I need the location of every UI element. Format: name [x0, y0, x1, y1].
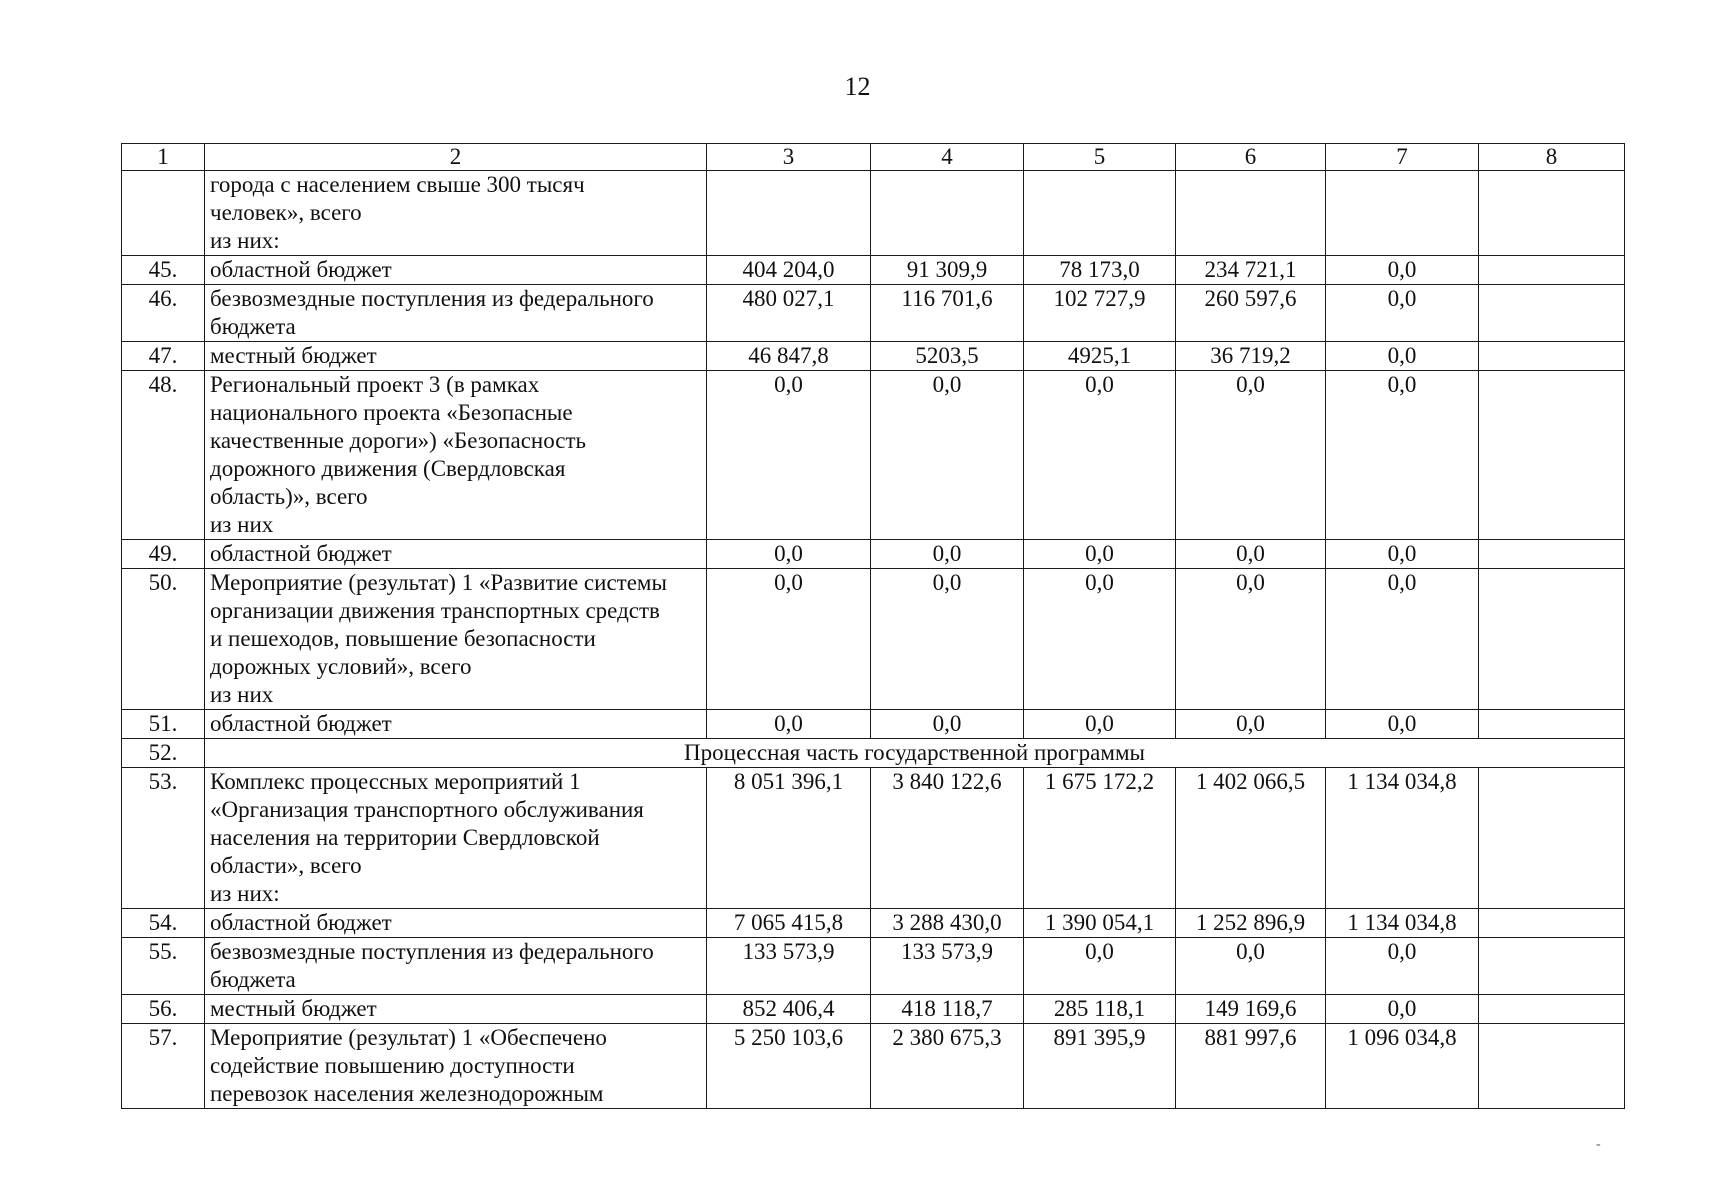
value-cell-8: [1479, 285, 1625, 342]
row-number: 46.: [122, 285, 205, 342]
value-cell-5: 285 118,1: [1024, 995, 1176, 1024]
value-cell-4: [871, 171, 1024, 256]
value-cell-7: 0,0: [1326, 995, 1479, 1024]
table-row: [122, 768, 1625, 909]
row-number: 54.: [122, 909, 205, 938]
value-cell-7: 0,0: [1326, 285, 1479, 342]
row-name-line: дорожных условий», всего: [210, 654, 472, 679]
row-name-line: из них: [210, 512, 274, 537]
table-row: [122, 171, 1625, 256]
value-cell-6: 36 719,2: [1176, 342, 1326, 371]
value-cell-3: 5 250 103,6: [707, 1024, 871, 1109]
header-cell-1: 1: [122, 144, 205, 171]
value-cell-6: 149 169,6: [1176, 995, 1326, 1024]
row-name-line: областной бюджет: [210, 257, 392, 282]
table-row: [122, 256, 1625, 285]
row-name-line: Комплекс процессных мероприятий 1: [210, 769, 581, 794]
value-cell-4: 418 118,7: [871, 995, 1024, 1024]
value-cell-3: 133 573,9: [707, 938, 871, 995]
value-cell-8: [1479, 909, 1625, 938]
corner-dash-mark: -: [1596, 1137, 1601, 1152]
value-cell-6: 0,0: [1176, 938, 1326, 995]
value-cell-6: 0,0: [1176, 569, 1326, 710]
row-name-line: областной бюджет: [210, 541, 392, 566]
value-cell-6: 0,0: [1176, 371, 1326, 540]
row-name-line: из них: [210, 682, 274, 707]
row-name-line: безвозмездные поступления из федерального: [210, 286, 654, 311]
row-name-line: дорожного движения (Свердловская: [210, 456, 566, 481]
row-name-line: области», всего: [210, 853, 362, 878]
row-name-line: города с населением свыше 300 тысяч: [210, 172, 585, 197]
row-number: 52.: [122, 739, 205, 768]
row-name: [205, 938, 707, 995]
row-name: [205, 909, 707, 938]
value-cell-7: 0,0: [1326, 371, 1479, 540]
row-name-line: содействие повышению доступности: [210, 1053, 575, 1078]
header-cell-8: 8: [1479, 144, 1625, 171]
row-name-line: организации движения транспортных средств: [210, 598, 660, 623]
header-cell-5: 5: [1024, 144, 1176, 171]
value-cell-3: 0,0: [707, 371, 871, 540]
header-cell-3: 3: [707, 144, 871, 171]
header-cell-6: 6: [1176, 144, 1326, 171]
header-row: [122, 144, 1625, 171]
value-cell-3: 8 051 396,1: [707, 768, 871, 909]
table-row: [122, 938, 1625, 995]
page-number: 12: [844, 72, 871, 101]
value-cell-4: 3 840 122,6: [871, 768, 1024, 909]
row-name-line: область)», всего: [210, 484, 368, 509]
row-name-line: областной бюджет: [210, 711, 392, 736]
row-number: 47.: [122, 342, 205, 371]
value-cell-8: [1479, 540, 1625, 569]
value-cell-7: 0,0: [1326, 710, 1479, 739]
row-name-line: населения на территории Свердловской: [210, 825, 600, 850]
row-name-line: Мероприятие (результат) 1 «Развитие системы: [210, 570, 667, 595]
table-row: [122, 909, 1625, 938]
row-name: [205, 371, 707, 540]
value-cell-4: 0,0: [871, 710, 1024, 739]
row-name-line: «Организация транспортного обслуживания: [210, 797, 644, 822]
row-name-line: бюджета: [210, 967, 296, 992]
value-cell-3: 46 847,8: [707, 342, 871, 371]
budget-table: [121, 143, 1625, 1109]
table-row: [122, 371, 1625, 540]
row-name-line: человек», всего: [210, 200, 362, 225]
row-number: 56.: [122, 995, 205, 1024]
row-name-line: местный бюджет: [210, 343, 377, 368]
row-name-line: и пешеходов, повышение безопасности: [210, 626, 596, 651]
row-name: [205, 256, 707, 285]
table-row: [122, 995, 1625, 1024]
value-cell-8: [1479, 256, 1625, 285]
header-cell-4: 4: [871, 144, 1024, 171]
value-cell-8: [1479, 995, 1625, 1024]
value-cell-5: 0,0: [1024, 710, 1176, 739]
value-cell-8: [1479, 371, 1625, 540]
value-cell-5: [1024, 171, 1176, 256]
value-cell-8: [1479, 171, 1625, 256]
value-cell-4: 0,0: [871, 371, 1024, 540]
value-cell-8: [1479, 938, 1625, 995]
value-cell-7: 1 134 034,8: [1326, 909, 1479, 938]
value-cell-5: 1 390 054,1: [1024, 909, 1176, 938]
value-cell-4: 3 288 430,0: [871, 909, 1024, 938]
row-name: [205, 285, 707, 342]
row-number: 51.: [122, 710, 205, 739]
value-cell-5: 78 173,0: [1024, 256, 1176, 285]
row-number: 48.: [122, 371, 205, 540]
value-cell-6: [1176, 171, 1326, 256]
value-cell-5: 4925,1: [1024, 342, 1176, 371]
row-name: [205, 710, 707, 739]
value-cell-3: 0,0: [707, 710, 871, 739]
table-row: [122, 342, 1625, 371]
row-name-line: местный бюджет: [210, 996, 377, 1021]
value-cell-8: [1479, 768, 1625, 909]
value-cell-6: 1 252 896,9: [1176, 909, 1326, 938]
row-number: 57.: [122, 1024, 205, 1109]
value-cell-3: 0,0: [707, 569, 871, 710]
row-name-line: бюджета: [210, 314, 296, 339]
section-row: [122, 739, 1625, 768]
value-cell-3: 404 204,0: [707, 256, 871, 285]
row-number: 55.: [122, 938, 205, 995]
row-name: [205, 1024, 707, 1109]
value-cell-3: 0,0: [707, 540, 871, 569]
row-number: 45.: [122, 256, 205, 285]
row-name: [205, 569, 707, 710]
value-cell-7: 1 096 034,8: [1326, 1024, 1479, 1109]
value-cell-6: 0,0: [1176, 540, 1326, 569]
row-name-line: качественные дороги») «Безопасность: [210, 428, 587, 453]
row-name-line: из них:: [210, 228, 280, 253]
row-name: [205, 995, 707, 1024]
value-cell-5: 0,0: [1024, 540, 1176, 569]
table-row: [122, 569, 1625, 710]
value-cell-3: 852 406,4: [707, 995, 871, 1024]
value-cell-7: 0,0: [1326, 938, 1479, 995]
row-number: 50.: [122, 569, 205, 710]
value-cell-8: [1479, 342, 1625, 371]
value-cell-5: 102 727,9: [1024, 285, 1176, 342]
value-cell-5: 891 395,9: [1024, 1024, 1176, 1109]
row-name-line: безвозмездные поступления из федерального: [210, 939, 654, 964]
row-name: [205, 540, 707, 569]
row-name: [205, 171, 707, 256]
value-cell-4: 2 380 675,3: [871, 1024, 1024, 1109]
row-name-line: Мероприятие (результат) 1 «Обеспечено: [210, 1025, 607, 1050]
row-name: [205, 342, 707, 371]
table-row: [122, 710, 1625, 739]
value-cell-3: 7 065 415,8: [707, 909, 871, 938]
row-name-line: перевозок населения железнодорожным: [210, 1081, 604, 1106]
table-row: [122, 540, 1625, 569]
value-cell-5: 0,0: [1024, 938, 1176, 995]
value-cell-7: 0,0: [1326, 540, 1479, 569]
value-cell-5: 1 675 172,2: [1024, 768, 1176, 909]
value-cell-4: 0,0: [871, 569, 1024, 710]
value-cell-6: 234 721,1: [1176, 256, 1326, 285]
section-title: Процессная часть государственной программы: [205, 739, 1625, 768]
value-cell-4: 116 701,6: [871, 285, 1024, 342]
value-cell-8: [1479, 1024, 1625, 1109]
value-cell-7: 0,0: [1326, 569, 1479, 710]
value-cell-5: 0,0: [1024, 371, 1176, 540]
row-number: 49.: [122, 540, 205, 569]
value-cell-5: 0,0: [1024, 569, 1176, 710]
value-cell-7: 0,0: [1326, 342, 1479, 371]
value-cell-8: [1479, 710, 1625, 739]
value-cell-7: 0,0: [1326, 256, 1479, 285]
value-cell-3: 480 027,1: [707, 285, 871, 342]
table-body: [122, 144, 1625, 1109]
row-name-line: Региональный проект 3 (в рамках: [210, 372, 540, 397]
value-cell-4: 0,0: [871, 540, 1024, 569]
value-cell-8: [1479, 569, 1625, 710]
value-cell-6: 1 402 066,5: [1176, 768, 1326, 909]
table-row: [122, 1024, 1625, 1109]
value-cell-6: 0,0: [1176, 710, 1326, 739]
header-cell-2: 2: [205, 144, 707, 171]
row-name: [205, 768, 707, 909]
value-cell-4: 133 573,9: [871, 938, 1024, 995]
value-cell-6: 881 997,6: [1176, 1024, 1326, 1109]
row-number: 53.: [122, 768, 205, 909]
value-cell-4: 91 309,9: [871, 256, 1024, 285]
row-number: [122, 171, 205, 256]
value-cell-4: 5203,5: [871, 342, 1024, 371]
value-cell-7: [1326, 171, 1479, 256]
value-cell-7: 1 134 034,8: [1326, 768, 1479, 909]
value-cell-3: [707, 171, 871, 256]
row-name-line: национального проекта «Безопасные: [210, 400, 573, 425]
row-name-line: из них:: [210, 881, 280, 906]
table-row: [122, 285, 1625, 342]
header-cell-7: 7: [1326, 144, 1479, 171]
value-cell-6: 260 597,6: [1176, 285, 1326, 342]
row-name-line: областной бюджет: [210, 910, 392, 935]
